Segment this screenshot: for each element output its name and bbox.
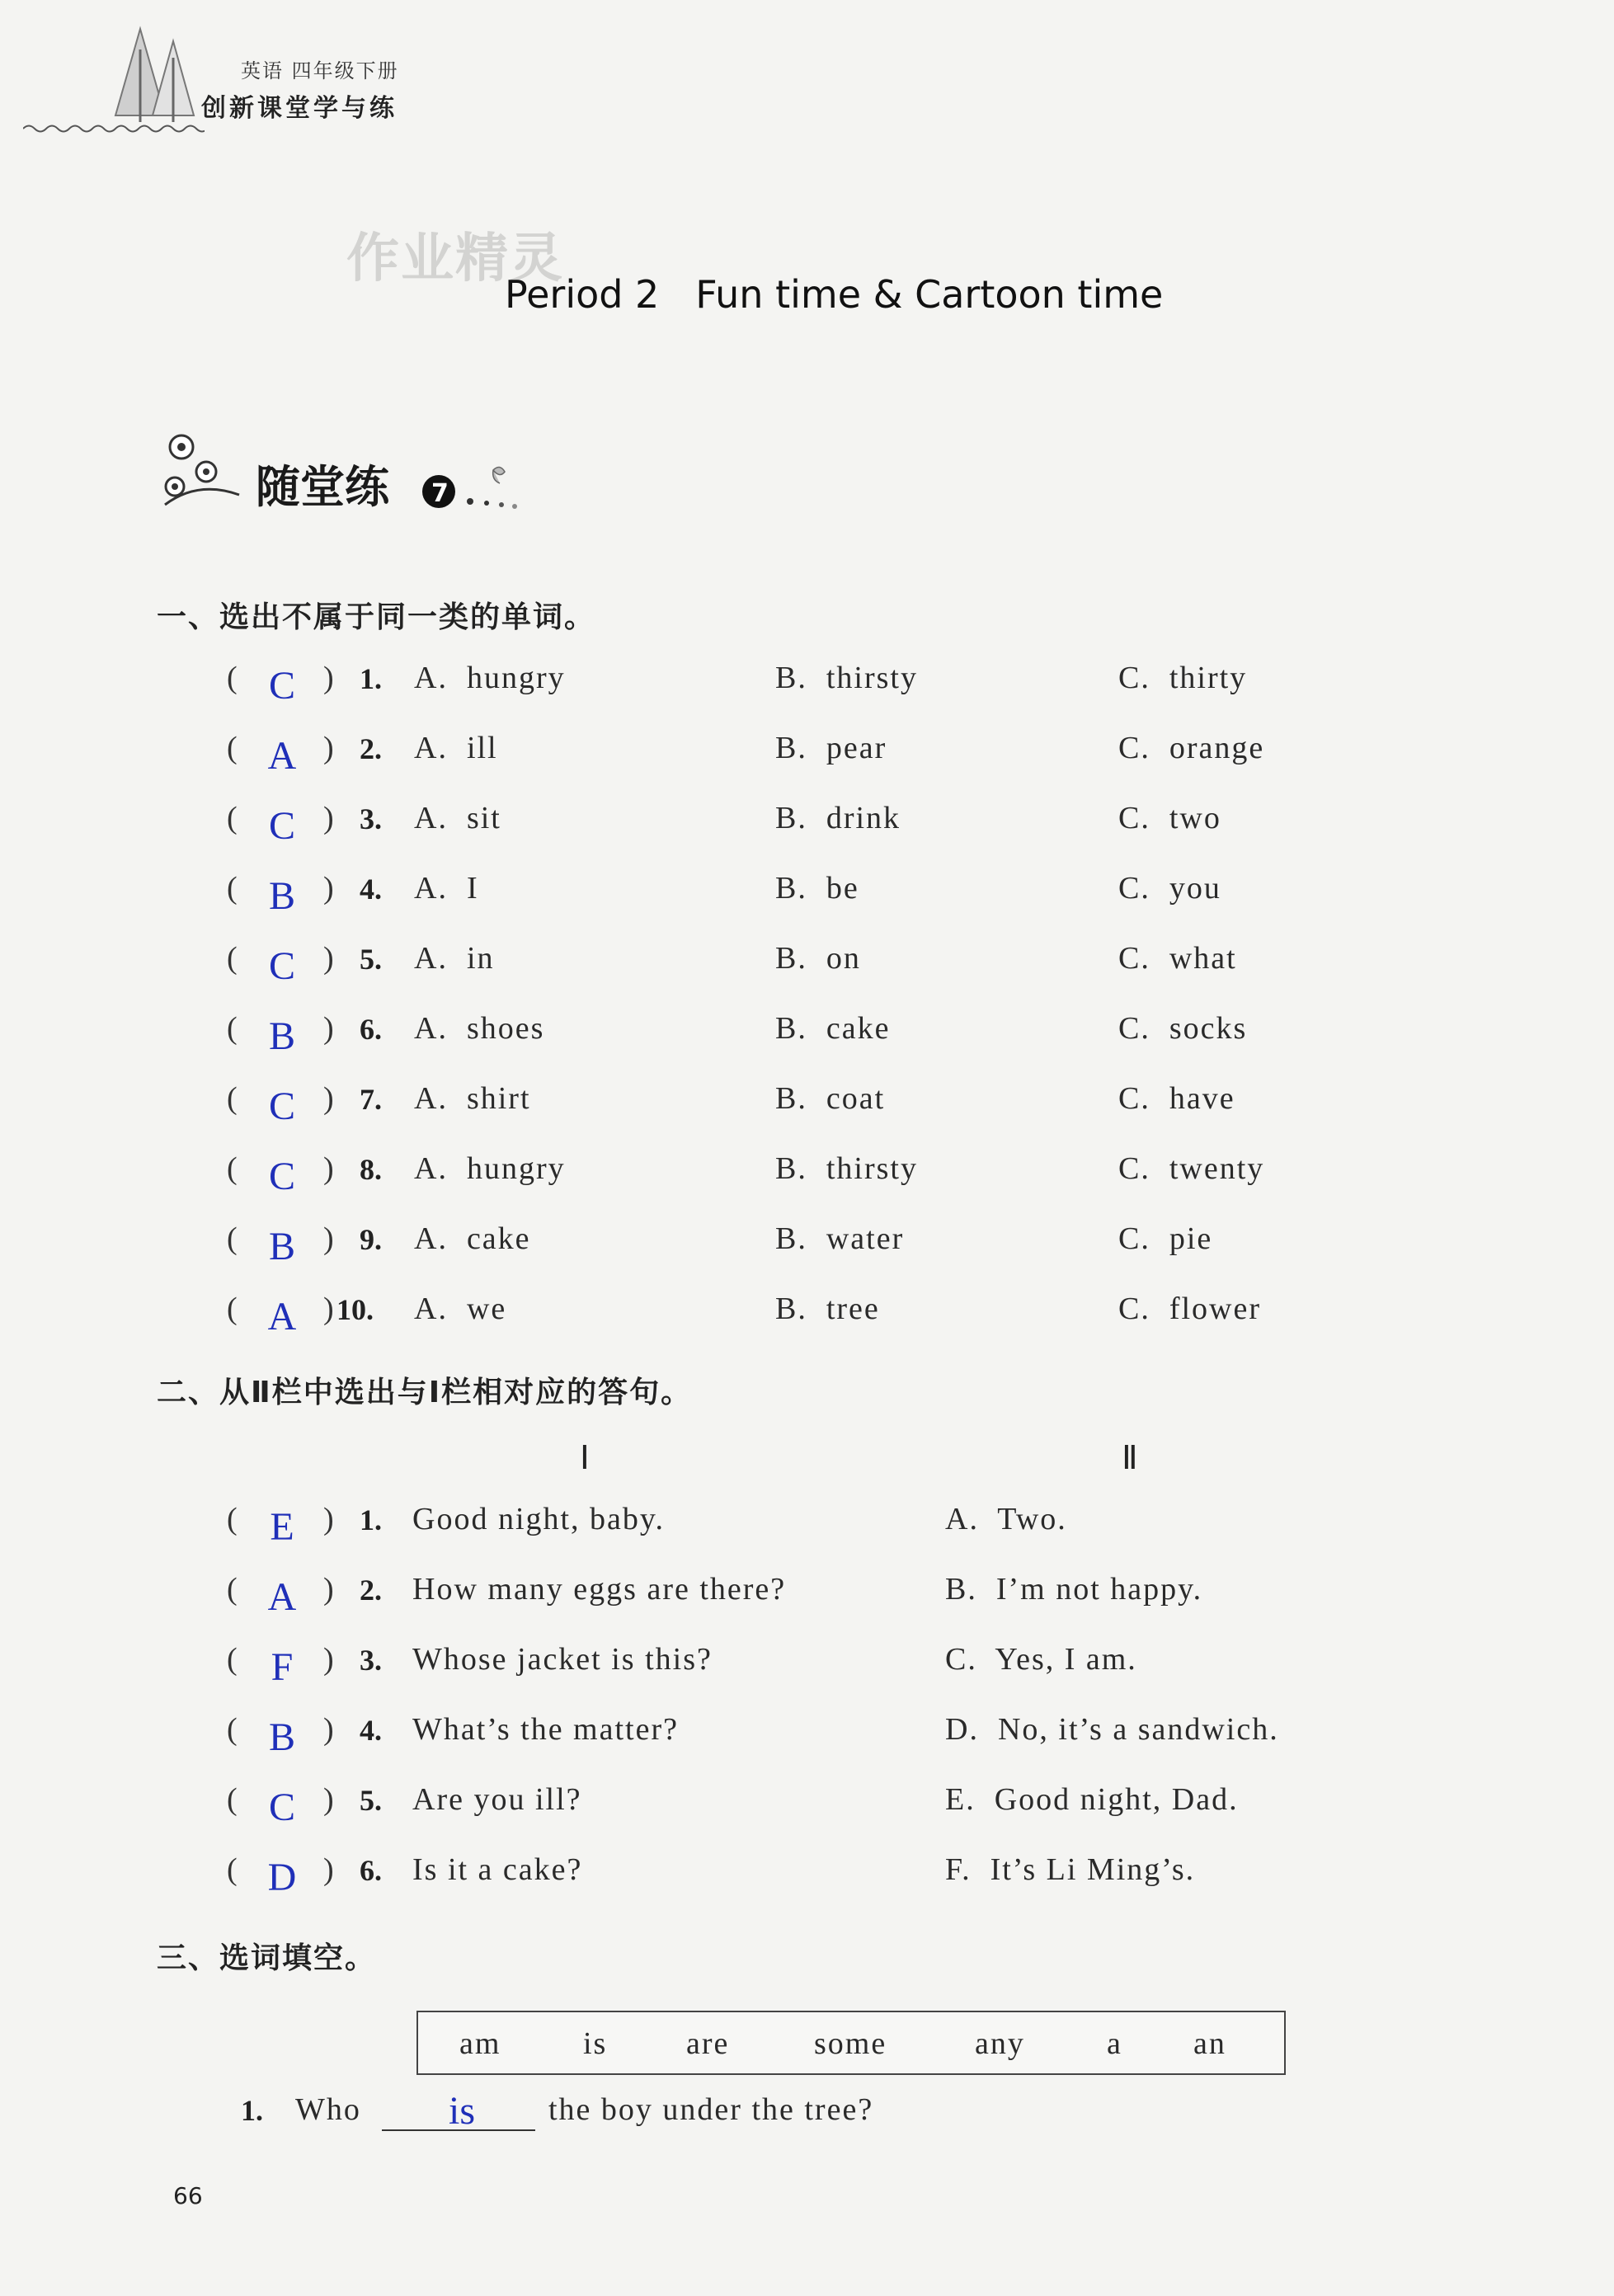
close-paren: ) [323,1852,334,1887]
part2-question-row [0,1571,1614,1629]
answer-handwritten[interactable]: A [267,734,297,778]
question-text-before: Who [295,2092,361,2127]
open-paren: ( [227,1712,238,1747]
close-paren: ) [323,1081,334,1116]
answer-handwritten[interactable]: C [268,804,295,848]
option-b: B. tree [775,1292,880,1326]
answer-handwritten[interactable]: A [267,1575,297,1619]
section-badge-decoration [157,422,256,516]
option-a: A. shirt [414,1081,531,1116]
option-a: A. ill [414,731,498,765]
response-option: B. I’m not happy. [945,1572,1203,1607]
answer-handwritten: is [448,2089,475,2133]
header-subtitle: 英语 四年级下册 [241,59,399,82]
part2-question-row [0,1641,1614,1699]
question-number: 6. [360,1854,382,1887]
word-bank-word: some [814,2026,887,2061]
open-paren: ( [227,941,238,976]
question-number: 5. [360,1784,382,1817]
option-b: B. thirsty [775,661,918,695]
option-c: C. orange [1118,731,1265,765]
question-text: Good night, baby. [412,1502,665,1536]
answer-handwritten[interactable]: D [267,1856,297,1899]
part2-question-row [0,1851,1614,1909]
open-paren: ( [227,1852,238,1887]
option-c: C. twenty [1118,1151,1265,1186]
option-b: B. water [775,1221,905,1256]
word-bank-word: an [1193,2026,1226,2061]
question-number: 6. [360,1013,382,1046]
question-text: Whose jacket is this? [412,1642,713,1677]
flower-icon [157,422,256,513]
close-paren: ) [323,1011,334,1046]
close-paren: ) [323,1292,334,1326]
word-bank-box [416,2011,1286,2075]
header-wavy-divider [23,122,205,135]
question-text: Are you ill? [412,1782,582,1817]
answer-handwritten[interactable]: C [268,1084,295,1128]
close-paren: ) [323,731,334,765]
answer-handwritten[interactable]: B [268,874,295,918]
close-paren: ) [323,801,334,835]
part1-question-row [0,800,1614,858]
close-paren: ) [323,1221,334,1256]
option-b: B. thirsty [775,1151,918,1186]
option-a: A. in [414,941,495,976]
question-text: What’s the matter? [412,1712,679,1747]
watermark: 作业精灵 [346,228,564,289]
option-a: A. hungry [414,661,566,695]
section-badge: 随堂练 [256,460,389,513]
option-a: A. sit [414,801,501,835]
option-c: C. you [1118,871,1221,906]
part2-question-row [0,1781,1614,1839]
answer-handwritten[interactable]: B [268,1715,295,1759]
question-number: 2. [360,732,382,765]
question-number: 5. [360,943,382,976]
part1-question-row [0,1291,1614,1348]
question-number: 7. [360,1083,382,1116]
question-number: 3. [360,1644,382,1677]
question-number: 1. [241,2094,263,2127]
open-paren: ( [227,1292,238,1326]
column-1-heading: Ⅰ [580,1439,590,1476]
close-paren: ) [323,1782,334,1817]
butterfly-icon [421,462,561,520]
open-paren: ( [227,661,238,695]
open-paren: ( [227,1221,238,1256]
response-option: C. Yes, I am. [945,1642,1137,1677]
part1-question-row [0,1221,1614,1278]
open-paren: ( [227,871,238,906]
column-2-heading: Ⅱ [1122,1439,1138,1476]
option-b: B. on [775,941,861,976]
open-paren: ( [227,731,238,765]
question-number: 8. [360,1153,382,1186]
part1-question-row [0,1010,1614,1068]
question-number: 3. [360,802,382,835]
part1-heading: 一、选出不属于同一类的单词。 [157,600,596,634]
header-book-title: 创新课堂学与练 [201,94,398,123]
close-paren: ) [323,1502,334,1536]
answer-handwritten[interactable]: C [268,1155,295,1198]
svg-text:7: 7 [431,479,449,508]
option-c: C. have [1118,1081,1235,1116]
option-b: B. drink [775,801,901,835]
part1-question-row [0,940,1614,998]
answer-handwritten[interactable]: C [268,664,295,708]
close-paren: ) [323,1151,334,1186]
option-b: B. coat [775,1081,886,1116]
part1-question-row [0,1150,1614,1208]
response-option: E. Good night, Dad. [945,1782,1239,1817]
section-badge-tail [421,462,561,523]
question-number: 2. [360,1574,382,1607]
page-number: 66 [173,2182,203,2209]
part1-question-row [0,660,1614,718]
fill-blank-question [0,2091,1614,2157]
open-paren: ( [227,1502,238,1536]
close-paren: ) [323,1712,334,1747]
option-b: B. be [775,871,859,906]
part1-question-row [0,730,1614,788]
option-c: C. two [1118,801,1221,835]
option-c: C. socks [1118,1011,1248,1046]
answer-handwritten[interactable]: F [271,1645,294,1689]
open-paren: ( [227,1782,238,1817]
open-paren: ( [227,1151,238,1186]
part2-heading: 二、从Ⅱ栏中选出与Ⅰ栏相对应的答句。 [157,1376,693,1409]
question-number: 1. [360,662,382,695]
answer-handwritten[interactable]: C [268,1786,295,1829]
word-bank-word: am [459,2026,501,2061]
answer-handwritten[interactable]: A [267,1295,297,1339]
word-bank-word: a [1107,2026,1122,2061]
option-a: A. cake [414,1221,531,1256]
answer-handwritten[interactable]: B [268,1225,295,1268]
open-paren: ( [227,1011,238,1046]
response-option: F. It’s Li Ming’s. [945,1852,1196,1887]
word-bank-word: any [975,2026,1025,2061]
word-bank-word: is [583,2026,608,2061]
answer-handwritten[interactable]: E [270,1505,294,1549]
open-paren: ( [227,1081,238,1116]
word-bank-word: are [686,2026,730,2061]
open-paren: ( [227,1642,238,1677]
close-paren: ) [323,871,334,906]
option-a: A. we [414,1292,507,1326]
part3-heading: 三、选词填空。 [157,1941,377,1975]
header-tree-logo [107,25,206,127]
question-number: 4. [360,1714,382,1747]
question-number: 9. [360,1223,382,1256]
response-option: D. No, it’s a sandwich. [945,1712,1279,1747]
option-b: B. pear [775,731,887,765]
question-number: 1. [360,1503,382,1536]
response-option: A. Two. [945,1502,1067,1536]
page-title: Period 2 Fun time & Cartoon time [505,272,1164,317]
open-paren: ( [227,1572,238,1607]
tree-icon [107,25,206,124]
option-a: A. I [414,871,479,906]
option-c: C. what [1118,941,1237,976]
open-paren: ( [227,801,238,835]
question-text: Is it a cake? [412,1852,583,1887]
close-paren: ) [323,661,334,695]
part1-question-row [0,870,1614,928]
question-number: 10. [336,1293,374,1326]
close-paren: ) [323,1642,334,1677]
answer-handwritten[interactable]: B [268,1014,295,1058]
question-number: 4. [360,873,382,906]
part2-question-row [0,1711,1614,1769]
option-a: A. hungry [414,1151,566,1186]
close-paren: ) [323,1572,334,1607]
part1-question-row [0,1080,1614,1138]
option-c: C. pie [1118,1221,1213,1256]
part2-question-row [0,1501,1614,1559]
answer-handwritten[interactable]: C [268,944,295,988]
option-b: B. cake [775,1011,891,1046]
question-text-after: the boy under the tree? [548,2092,874,2127]
option-c: C. flower [1118,1292,1262,1326]
option-c: C. thirty [1118,661,1248,695]
close-paren: ) [323,941,334,976]
question-text: How many eggs are there? [412,1572,787,1607]
option-a: A. shoes [414,1011,545,1046]
